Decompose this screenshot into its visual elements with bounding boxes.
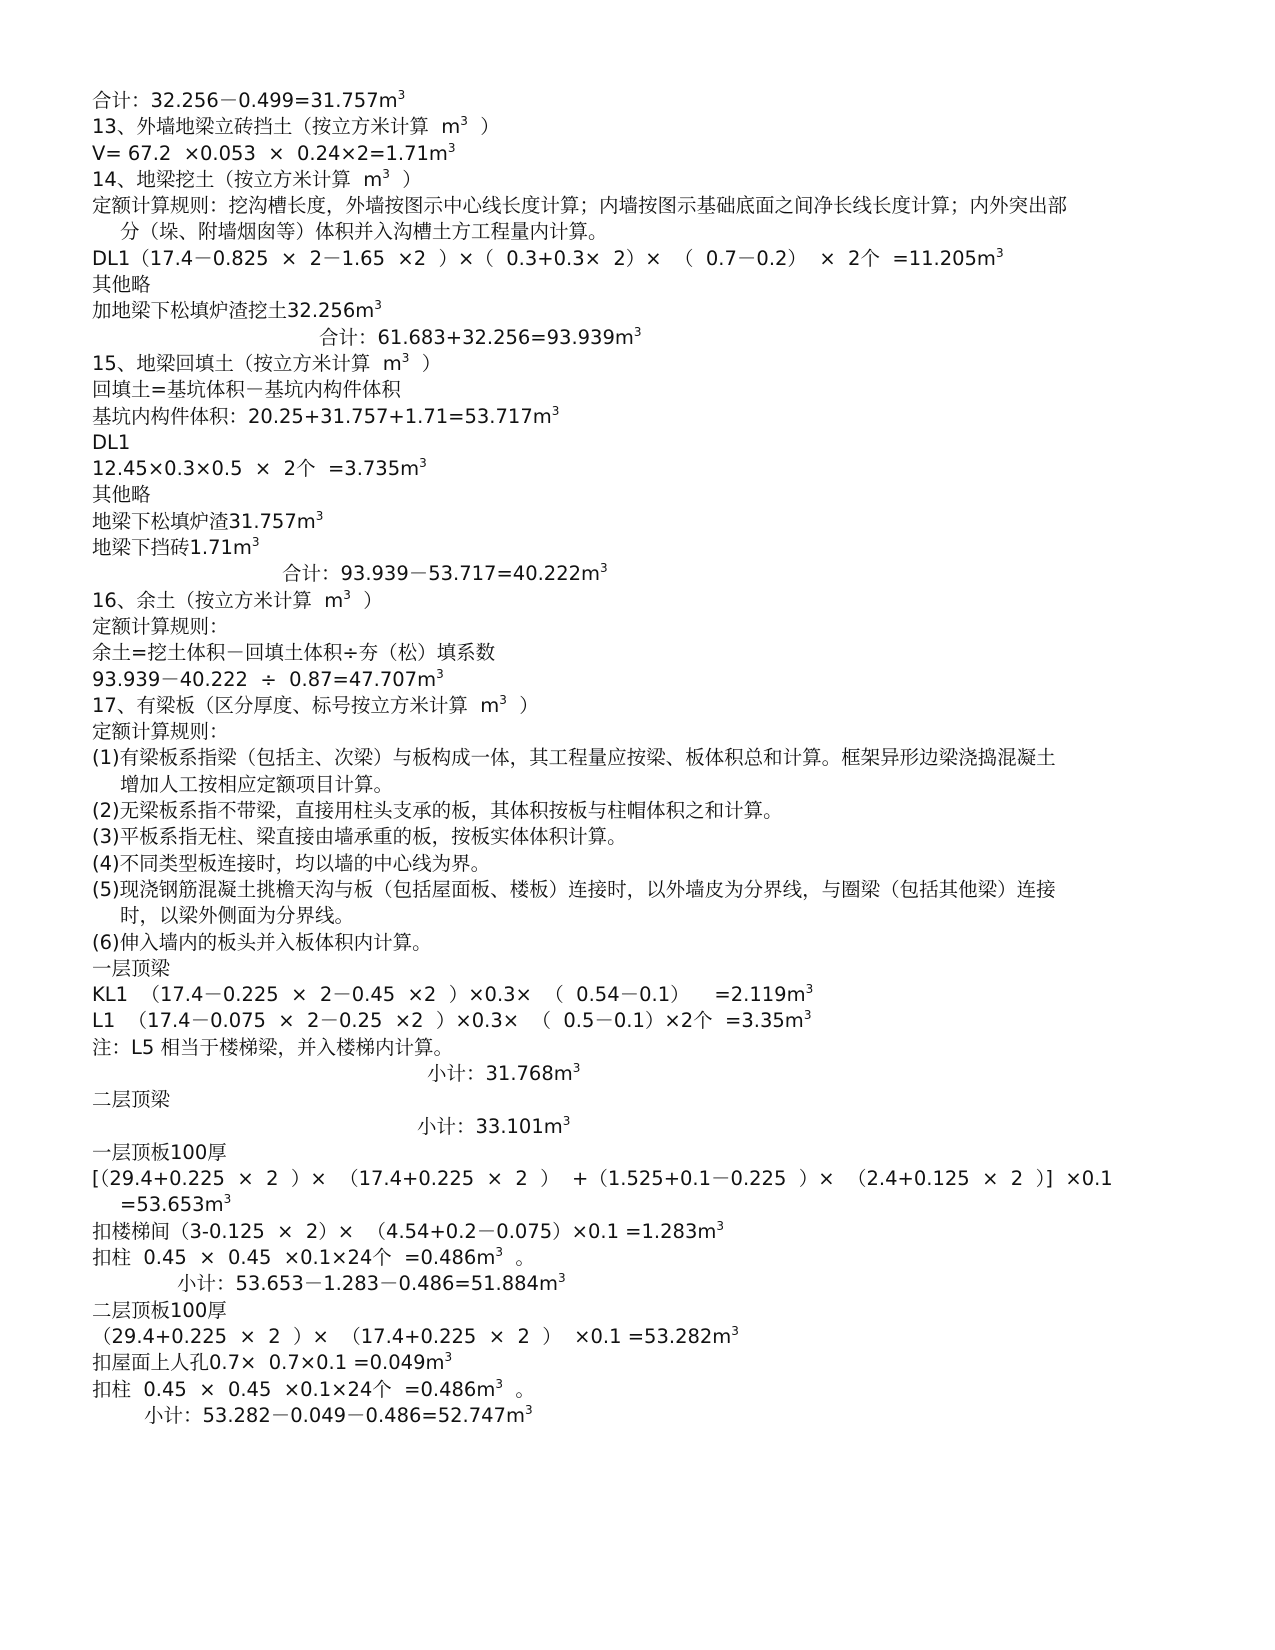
section-heading: 14、地梁挖土（按立方米计算 $m^3$ ）	[92, 166, 422, 191]
text-line: 分（垛、附墙烟囱等）体积并入沟槽土方工程量内计算。	[120, 220, 608, 244]
text-line: 一层顶梁	[92, 956, 171, 980]
formula-line: $=53.653m^3$	[120, 1192, 232, 1217]
formula-line: 地梁下挡砖$1.71m^3$	[92, 535, 260, 560]
formula-line: KL1 （17.4－0.225 × 2－0.45 ×2 ）×0.3× （ 0.54－0.1） $=2.119m^3$	[92, 982, 814, 1007]
total-line: 合计：$93.939-53.717=40.222m^3$	[282, 561, 608, 586]
rule-item: (3)平板系指无柱、梁直接由墙承重的板，按板实体体积计算。	[92, 825, 627, 849]
text-line: 定额计算规则：	[92, 614, 229, 638]
text-line: 回填土=基坑体积－基坑内构件体积	[92, 378, 401, 402]
rule-item: (4)不同类型板连接时，均以墙的中心线为界。	[92, 851, 491, 875]
formula-line: 扣屋面上人孔$0.7\times 0.7\times 0.1 =0.049m^3$	[92, 1350, 453, 1375]
section-heading: 17、有梁板（区分厚度、标号按立方米计算 $m^3$ ）	[92, 692, 539, 717]
formula-line: 加地梁下松填炉渣挖土$32.256m^3$	[92, 298, 382, 323]
subtotal-line: 小计：$53.282-0.049-0.486=52.747m^3$	[144, 1402, 533, 1427]
subtotal-line: 小计：$53.653-1.283-0.486=51.884m^3$	[177, 1271, 566, 1296]
text-line: 二层顶梁	[92, 1088, 171, 1112]
text-line: 一层顶板100厚	[92, 1140, 227, 1164]
formula-line: 扣柱 0.45 × 0.45 ×0.1×24个 $=0.486m^3$ 。	[92, 1245, 535, 1270]
rule-item: (2)无梁板系指不带梁，直接用柱头支承的板，其体积按板与柱帽体积之和计算。	[92, 799, 783, 823]
formula-line: 12.45×0.3×0.5 × 2个 $=3.735m^3$	[92, 456, 427, 481]
section-heading: 16、余土（按立方米计算 $m^3$ ）	[92, 587, 383, 612]
rule-item: 增加人工按相应定额项目计算。	[120, 772, 394, 796]
formula-line: [（29.4+0.225 × 2 ）× （17.4+0.225 × 2 ） +（1.525+0.1－0.225 ）× （2.4+0.125 × 2 ）] ×0.1	[92, 1167, 1113, 1191]
formula-line: L1 （17.4－0.075 × 2－0.25 ×2 ）×0.3× （ 0.5－0.1）×2个 $=3.35m^3$	[92, 1008, 812, 1033]
formula-line: $93.939-40.222 \div 0.87=47.707m^3$	[92, 666, 444, 691]
rule-item: (5)现浇钢筋混凝土挑檐天沟与板（包括屋面板、楼板）连接时，以外墙皮为分界线，与圈梁（包括其他梁）连接	[92, 877, 1056, 901]
formula-line: $V= 67.2 \times 0.053 \times 0.24\times 2=1.71m^3$	[92, 140, 456, 165]
total-line: 合计：$61.683+32.256=93.939m^3$	[319, 324, 642, 349]
formula-line: DL1（17.4－0.825 × 2－1.65 ×2 ）×（ 0.3+0.3× 2）× （ 0.7－0.2） × 2个 $=11.205m^3$	[92, 245, 1004, 270]
document-page	[92, 88, 1182, 1429]
formula-line: 扣楼梯间$(3-0.125 \times 2)\times (4.54+0.2-0.075)\times 0.1 =1.283m^3$	[92, 1218, 724, 1243]
section-heading: 15、地梁回填土（按立方米计算 $m^3$ ）	[92, 350, 442, 375]
formula-line: （29.4+0.225 × 2 ）× （17.4+0.225 × 2 ） $\times 0.1 =53.282m^3$	[92, 1323, 739, 1348]
text-line: 余土=挖土体积－回填土体积÷夯（松）填系数	[92, 641, 496, 665]
text-line: 二层顶板100厚	[92, 1298, 227, 1322]
text-line: 其他略	[92, 483, 151, 507]
text-line: 合计：$32.256-0.499=31.757m^3$	[92, 88, 406, 112]
rule-item: (1)有梁板系指梁（包括主、次梁）与板构成一体，其工程量应按梁、板体积总和计算。框架异形边梁浇捣混凝土	[92, 746, 1056, 770]
text-line: 其他略	[92, 273, 151, 297]
subtotal-line: 小计：$31.768m^3$	[427, 1060, 581, 1085]
text-line: 定额计算规则：挖沟槽长度，外墙按图示中心线长度计算；内墙按图示基础底面之间净长线长度计算；内外突出部	[92, 194, 1068, 218]
formula-line: 扣柱 0.45 × 0.45 ×0.1×24个 $=0.486m^3$ 。	[92, 1376, 535, 1401]
formula-line: 地梁下松填炉渣$31.757m^3$	[92, 508, 324, 533]
note-line: 注：L5 相当于楼梯梁，并入楼梯内计算。	[92, 1035, 453, 1059]
section-heading: 13、外墙地梁立砖挡土（按立方米计算 $m^3$ ）	[92, 114, 500, 139]
rule-item: (6)伸入墙内的板头并入板体积内计算。	[92, 930, 432, 954]
subtotal-line: 小计：$33.101m^3$	[417, 1113, 571, 1138]
text-line: DL1	[92, 430, 131, 454]
rule-item: 时，以梁外侧面为分界线。	[120, 904, 355, 928]
text-line: 定额计算规则：	[92, 720, 229, 744]
formula-line: 基坑内构件体积：$20.25+31.757+1.71=53.717m^3$	[92, 403, 560, 428]
